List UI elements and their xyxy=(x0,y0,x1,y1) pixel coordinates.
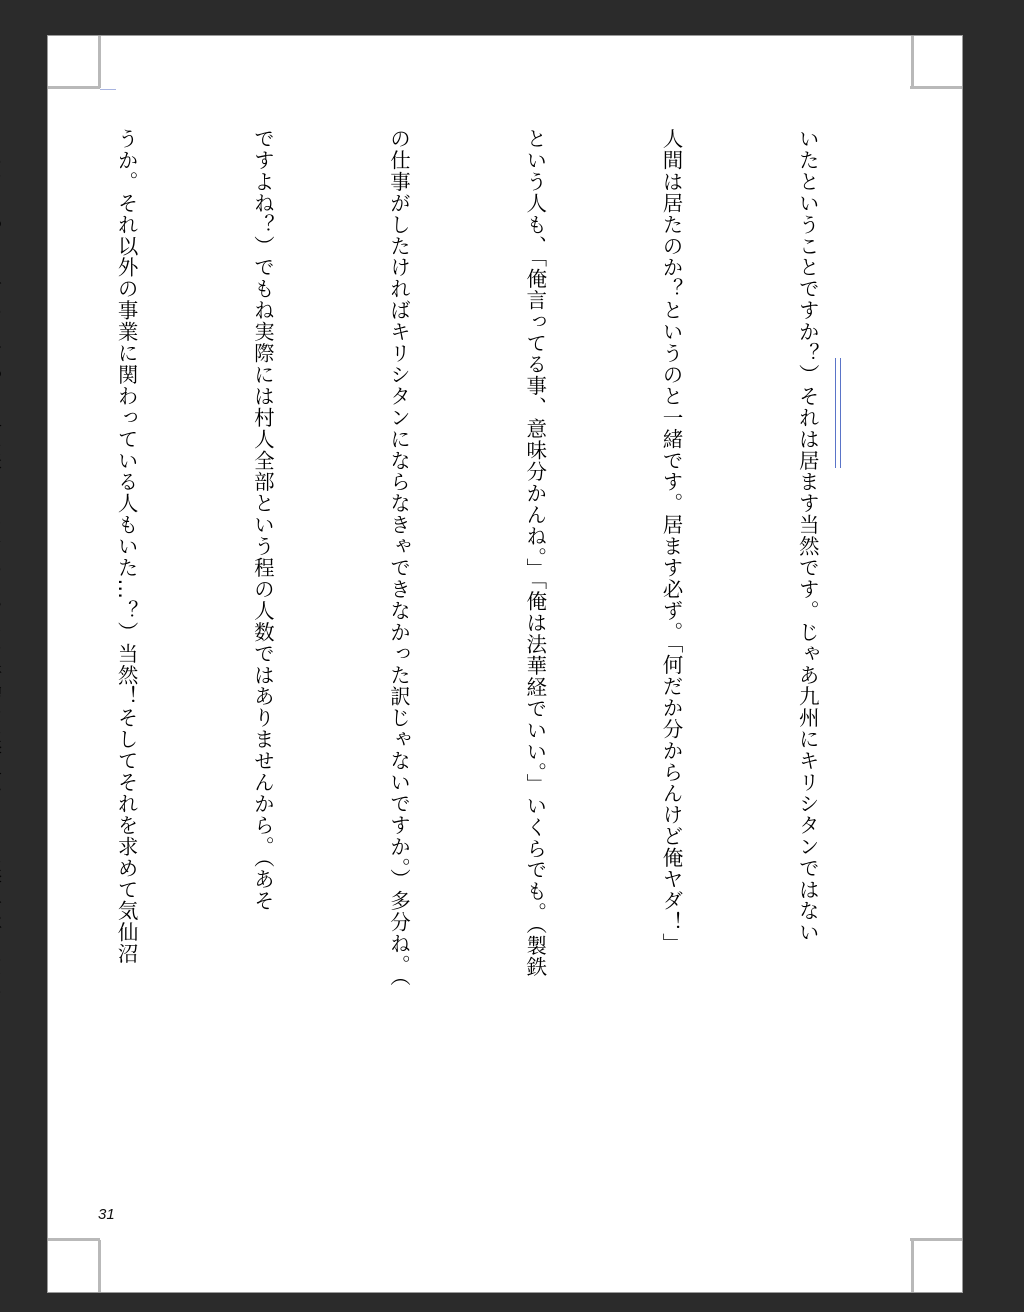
crop-mark-top-left-v xyxy=(98,36,101,88)
crop-mark-bottom-right-h xyxy=(910,1238,962,1241)
page-number: 31 xyxy=(98,1206,115,1223)
vertical-text-body[interactable] xyxy=(114,128,920,1208)
crop-mark-bottom-right-v xyxy=(911,1240,914,1292)
text-column: うか。それ以外の事業に関わっている人もいた…？）当然！そしてそれを求めて気仙沼 xyxy=(114,128,139,965)
crop-mark-top-right-v xyxy=(911,36,914,88)
text-column: の仕事がしたければキリシタンにならなきゃできなかった訳じゃないですか。）多分ね。（ xyxy=(386,128,411,987)
text-column: 人間は居たのか？というのと一緒です。居ます必ず。「何だか分からんけど俺ヤダ！」 xyxy=(658,128,683,955)
text-column: という人も、「俺言ってる事、意味分かんね。」「俺は法華経でいい。」いくらでも。（製鉄 xyxy=(522,128,547,978)
crop-mark-top-left-h xyxy=(48,86,100,89)
margin-guide xyxy=(100,89,116,90)
text-selection-caret xyxy=(835,358,841,468)
crop-mark-top-right-h xyxy=(910,86,962,89)
crop-mark-bottom-left-h xyxy=(48,1238,100,1241)
document-page xyxy=(48,36,962,1292)
crop-mark-bottom-left-v xyxy=(98,1240,101,1292)
text-column: ですよね？）でもね実際には村人全部という程の人数ではありませんから。（あそ xyxy=(250,128,275,912)
text-column: いたということですか？）それは居ます当然です。じゃあ九州にキリシタンではない xyxy=(795,128,820,944)
text-column xyxy=(0,128,12,1208)
